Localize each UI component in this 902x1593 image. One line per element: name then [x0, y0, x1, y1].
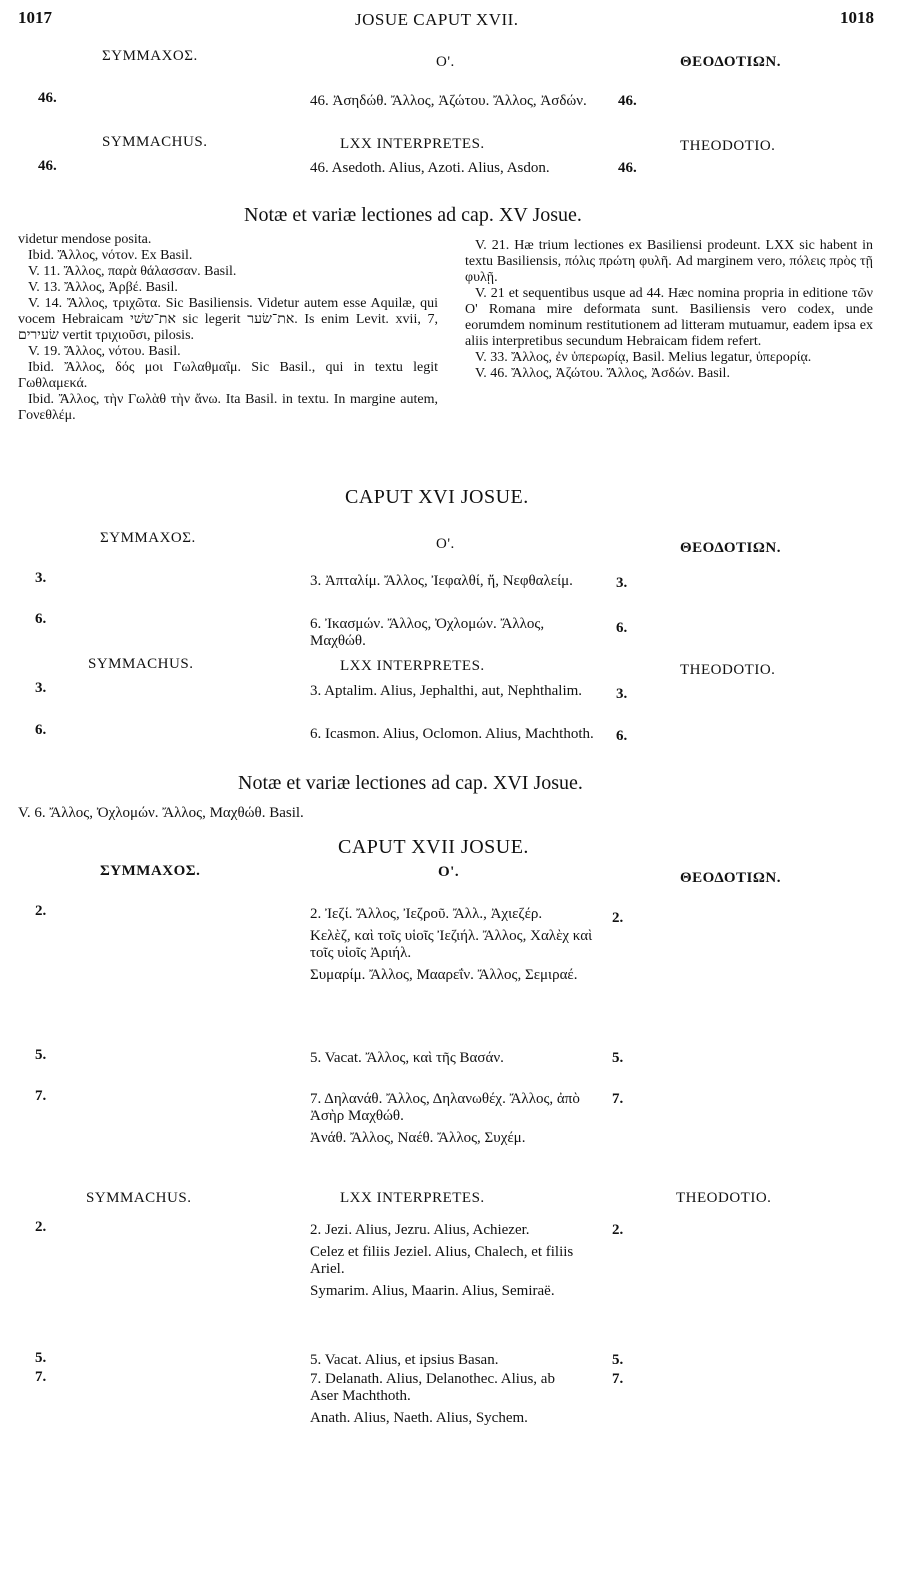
- verse-number: 5.: [35, 1350, 47, 1366]
- lxx-entry: Celez et filiis Jeziel. Alius, Chalech, et filiis Ariel.: [310, 1244, 574, 1277]
- lxx-entry: 3. Aptalim. Alius, Jephalthi, aut, Nephthalim.: [310, 683, 583, 699]
- lxx-entry: 46. Asedoth. Alius, Azoti. Alius, Asdon.: [310, 160, 550, 176]
- lxx-entry-group: [310, 1050, 595, 1067]
- col-head-symmachus: SYMMACHUS.: [102, 134, 208, 150]
- notes-left-column: [18, 232, 438, 424]
- note: Ibid. Ἄλλος, τὴν Γωλὰθ τὴν ἄνω. Ita Basil. in textu. In margine autem, Γονεθλέμ.: [18, 392, 438, 423]
- note: V. 14. Ἄλλος, τριχῶτα. Sic Basiliensis. Videtur autem esse Aquilæ, qui vocem Hebraicam את־ששׁי sic legerit את־שׂער. Is enim Levit. xvii, 7, שׂעירים vertit τριχιοῦσι, pilosis.: [18, 296, 438, 343]
- lxx-entry: Κελὲζ, καὶ τοῖς υἱοῖς Ἰεζιήλ. Ἄλλος, Χαλὲχ καὶ τοῖς υἱοῖς Ἀριήλ.: [310, 928, 593, 961]
- notes-title-cap16: Notæ et variæ lectiones ad cap. XVI Josue.: [238, 772, 583, 794]
- col-head-lxx: LXX INTERPRETES.: [340, 1190, 485, 1206]
- col-head-lxx-greek: Ο'.: [438, 864, 460, 880]
- lxx-entry: 7. Delanath. Alius, Delanothec. Alius, ab Aser Machthoth.: [310, 1371, 555, 1404]
- notes-title-cap15: Notæ et variæ lectiones ad cap. XV Josue.: [244, 204, 582, 226]
- lxx-entry: 3. Ἀπταλίμ. Ἄλλος, Ἰεφαλθί, ἤ, Νεφθαλείμ.: [310, 573, 573, 589]
- verse-number: 5.: [612, 1050, 624, 1066]
- caput-title-17: CAPUT XVII JOSUE.: [338, 836, 529, 858]
- lxx-entry: 7. Δηλανάθ. Ἄλλος, Δηλανωθέχ. Ἄλλος, ἀπὸ Ἀσὴρ Μαχθώθ.: [310, 1091, 580, 1124]
- note: V. 19. Ἄλλος, νότου. Basil.: [28, 344, 181, 359]
- verse-number: 7.: [612, 1091, 624, 1107]
- verse-number: 2.: [612, 1222, 624, 1238]
- lxx-entry-group: [310, 1222, 580, 1300]
- caput-title-16: CAPUT XVI JOSUE.: [345, 486, 529, 508]
- note: V. 21. Hæ trium lectiones ex Basiliensi prodeunt. LXX sic habent in textu Basiliensis, πόλις πρώτη φυλῆ. Ad marginem vero, πόλεις πρὸς τῇ φυλῇ.: [465, 238, 873, 285]
- lxx-entry: Ἀνάθ. Ἄλλος, Ναέθ. Ἄλλος, Συχέμ.: [310, 1130, 526, 1146]
- col-head-theodotion-greek: ΘΕΟΔΟΤΙΩΝ.: [680, 870, 781, 886]
- verse-number: 46.: [38, 90, 57, 106]
- lxx-entry: Συμαρίμ. Ἄλλος, Μααρεΐν. Ἄλλος, Σεμιραέ.: [310, 967, 578, 983]
- col-head-theodotio: THEODOTIO.: [676, 1190, 772, 1206]
- col-head-symmachus: SYMMACHUS.: [86, 1190, 192, 1206]
- col-head-lxx: LXX INTERPRETES.: [340, 658, 485, 674]
- verse-number: 2.: [612, 910, 624, 926]
- col-head-symmachus-greek: ΣΥΜΜΑΧΟΣ.: [100, 863, 201, 879]
- left-page-number: 1017: [18, 8, 52, 27]
- verse-number: 7.: [35, 1369, 47, 1385]
- col-head-symmachus-greek: ΣΥΜΜΑΧΟΣ.: [102, 48, 198, 64]
- col-head-symmachus: SYMMACHUS.: [88, 656, 194, 672]
- notes-right-column: [465, 238, 873, 382]
- lxx-entry-group: [310, 1091, 595, 1147]
- verse-number: 6.: [35, 722, 47, 738]
- running-head: JOSUE CAPUT XVII.: [355, 10, 519, 29]
- verse-number: 6.: [616, 728, 628, 744]
- verse-number: 3.: [616, 686, 628, 702]
- lxx-entry: 2. Ἰεζί. Ἄλλος, Ἰεζροῦ. Ἄλλ., Ἀχιεζέρ.: [310, 906, 543, 922]
- verse-number: 6.: [616, 620, 628, 636]
- col-head-theodotio: THEODOTIO.: [680, 662, 776, 678]
- verse-number: 46.: [618, 93, 637, 109]
- lxx-entry: 6. Icasmon. Alius, Oclomon. Alius, Machthoth.: [310, 726, 594, 742]
- right-page-number: 1018: [840, 8, 874, 27]
- lxx-entry: Anath. Alius, Naeth. Alius, Sychem.: [310, 1410, 528, 1426]
- verse-number: 2.: [35, 903, 47, 919]
- col-head-lxx-greek: Ο'.: [436, 54, 455, 70]
- lxx-entry: 46. Ἀσηδώθ. Ἄλλος, Ἀζώτου. Ἄλλος, Ἀσδών.: [310, 93, 587, 109]
- verse-number: 46.: [38, 158, 57, 174]
- verse-number: 2.: [35, 1219, 47, 1235]
- verse-number: 6.: [35, 611, 47, 627]
- note: videtur mendose posita.: [18, 232, 152, 247]
- col-head-theodotion-greek: ΘΕΟΔΟΤΙΩΝ.: [680, 54, 781, 70]
- col-head-lxx: LXX INTERPRETES.: [340, 136, 485, 152]
- lxx-entry: 5. Vacat. Alius, et ipsius Basan.: [310, 1352, 499, 1368]
- lxx-entry: Symarim. Alius, Maarin. Alius, Semiraë.: [310, 1283, 555, 1299]
- note: V. 21 et sequentibus usque ad 44. Hæc nomina propria in editione τῶν O' Romana mire deformata sunt. Basiliensis vero codex, unde eorumdem nominum restitutionem ad litteram mutuamur, eadem ipsa ex aliis interpretibus secundum Hebraicam fidem refert.: [465, 286, 873, 349]
- col-head-lxx-greek: Ο'.: [436, 536, 455, 552]
- note: V. 33. Ἄλλος, ἐν ὑπερωρίᾳ, Basil. Melius legatur, ὑπερορίᾳ.: [475, 350, 812, 365]
- verse-number: 5.: [35, 1047, 47, 1063]
- note: V. 46. Ἄλλος, Ἀζώτου. Ἄλλος, Ἀσδών. Basil.: [475, 366, 730, 381]
- verse-number: 7.: [35, 1088, 47, 1104]
- lxx-entry-group: [310, 906, 595, 984]
- lxx-entry-group: [310, 1371, 580, 1427]
- verse-number: 46.: [618, 160, 637, 176]
- note: V. 11. Ἄλλος, παρὰ θάλασσαν. Basil.: [28, 264, 237, 279]
- lxx-entry: 2. Jezi. Alius, Jezru. Alius, Achiezer.: [310, 1222, 530, 1238]
- note: V. 13. Ἄλλος, Ἀρβέ. Basil.: [28, 280, 178, 295]
- lxx-entry: 5. Vacat. Ἄλλος, καὶ τῆς Βασάν.: [310, 1050, 504, 1066]
- lxx-entry: 6. Ἰκασμών. Ἄλλος, Ὀχλομών. Ἄλλος, Μαχθώθ.: [310, 616, 545, 649]
- verse-number: 3.: [35, 680, 47, 696]
- verse-number: 5.: [612, 1352, 624, 1368]
- note: Ibid. Ἄλλος, νότον. Ex Basil.: [28, 248, 193, 263]
- col-head-theodotion-greek: ΘΕΟΔΟΤΙΩΝ.: [680, 540, 781, 556]
- verse-number: 3.: [616, 575, 628, 591]
- verse-number: 3.: [35, 570, 47, 586]
- verse-number: 7.: [612, 1371, 624, 1387]
- col-head-symmachus-greek: ΣΥΜΜΑΧΟΣ.: [100, 530, 196, 546]
- note: V. 6. Ἄλλος, Ὀχλομών. Ἄλλος, Μαχθώθ. Basil.: [18, 805, 304, 821]
- note: Ibid. Ἄλλος, δός μοι Γωλαθμαΐμ. Sic Basil., qui in textu legit Γωθλαμεκά.: [18, 360, 438, 391]
- col-head-theodotio: THEODOTIO.: [680, 138, 776, 154]
- lxx-entry-group: [310, 1352, 595, 1369]
